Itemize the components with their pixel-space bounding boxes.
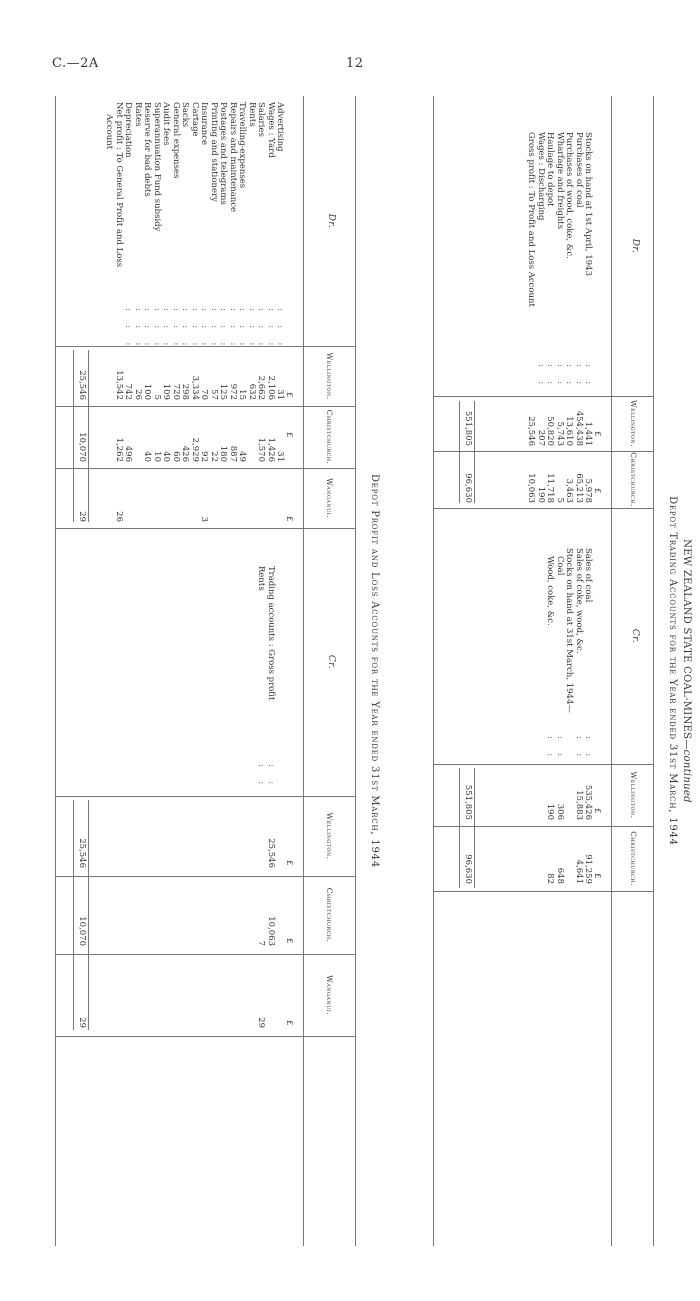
- leader-dots: : :: [545, 736, 556, 760]
- rotated-tables-frame: [52, 96, 692, 1246]
- trading-cr-christchurch: 4,641: [574, 859, 584, 884]
- document-title-continued: continued: [681, 749, 692, 803]
- leader-dots: : : :: [218, 308, 229, 349]
- pl-dr-label: Cartage: [190, 102, 200, 137]
- pl-dr-label: Net profit : To General Profit and Loss: [114, 102, 124, 268]
- trading-dr-label: Purchases of coal: [574, 132, 584, 208]
- trading-cr-wellington: 190: [545, 803, 556, 820]
- pl-dr-christchurch: 1,426: [266, 437, 276, 462]
- trading-cr-label: Stocks on hand at 31st March, 1944—: [564, 548, 575, 713]
- pl-dr-label: Printing and stationery: [209, 102, 219, 202]
- leader-dots: : :: [583, 364, 594, 388]
- trading-accounts-title: Depot Trading Accounts for the Year ended 31st March, 1944: [667, 496, 678, 846]
- trading-dr-wellington: 5,743: [555, 421, 565, 446]
- pl-dr-wellington: 125: [218, 383, 229, 400]
- pl-dr-christchurch: 10: [152, 451, 162, 462]
- col-header-christchurch: Christchurch.: [325, 887, 334, 943]
- column-divider: [56, 1036, 356, 1037]
- table-bottom-rule: [433, 96, 434, 1246]
- pl-dr-christchurch: 40: [142, 451, 153, 462]
- leader-dots: : :: [256, 764, 267, 788]
- col-header-wellington: Wellington.: [629, 771, 638, 819]
- trading-dr-wellington: 207: [536, 429, 546, 446]
- pl-dr-wanganui: 26: [114, 511, 124, 522]
- dr-header: Dr.: [630, 238, 640, 254]
- pl-dr-christchurch: 180: [218, 445, 229, 462]
- trading-cr-label: Sales of coal: [583, 548, 594, 603]
- pl-dr-christchurch: 1,570: [256, 437, 267, 462]
- dr-header: Dr.: [326, 213, 336, 229]
- leader-dots: : : :: [161, 308, 172, 349]
- pl-dr-wellington: 5: [152, 394, 162, 400]
- leader-dots: : :: [564, 364, 575, 388]
- trading-dr-label: Stocks on hand at 1st April, 1943: [583, 132, 594, 276]
- col-header-wellington: Wellington.: [325, 352, 334, 400]
- trading-cr-wellington: 535,426: [583, 784, 594, 820]
- pl-dr-christchurch: 2,929: [190, 437, 200, 462]
- pl-cr-total-christchurch: 10,070: [77, 916, 87, 946]
- col-header-wanganui: Wanganui.: [325, 478, 334, 518]
- pl-dr-wellington: 100: [142, 383, 153, 400]
- leader-dots: : : :: [180, 308, 191, 349]
- pl-dr-christchurch: 40: [161, 451, 172, 462]
- trading-cr-wellington: 306: [555, 803, 565, 820]
- trading-dr-christchurch: 11,718: [545, 473, 556, 503]
- pl-dr-total-wanganui: 29: [77, 511, 87, 522]
- leader-dots: : :: [545, 364, 556, 388]
- trading-dr-wellington: 25,546: [526, 416, 537, 446]
- pl-cr-total-wellington: 25,546: [77, 838, 87, 868]
- pl-dr-wellington: 742: [123, 383, 134, 400]
- pl-dr-wellington: 13,542: [114, 370, 124, 400]
- trading-dr-label: Gross profit : To Profit and Loss Account: [526, 132, 537, 307]
- trading-dr-christchurch: 10,063: [526, 473, 537, 503]
- pl-cr-christchurch: 10,063: [266, 916, 276, 946]
- trading-dr-christchurch: 5: [555, 497, 565, 503]
- pl-dr-label: Audit fees: [161, 102, 172, 146]
- leader-dots: : : :: [209, 308, 219, 349]
- cr-header: Cr.: [326, 654, 336, 670]
- leader-dots: : : :: [171, 308, 181, 349]
- leader-dots: : : :: [275, 308, 286, 349]
- column-divider: [56, 954, 356, 955]
- pound-sign: £: [284, 860, 294, 866]
- trading-dr-wellington: 454,438: [574, 410, 584, 446]
- pl-dr-label: Salaries: [256, 102, 267, 137]
- leader-dots: : :: [266, 764, 276, 788]
- pl-dr-label: Repairs and maintenance: [228, 102, 238, 213]
- trading-dr-label: Wharfage and freights: [555, 132, 565, 230]
- pl-dr-christchurch: 49: [237, 451, 248, 462]
- trading-cr-label: Wood, coke, &c.: [545, 556, 556, 626]
- pl-dr-christchurch: 22: [209, 451, 219, 462]
- trading-dr-christchurch: 65,213: [574, 473, 584, 503]
- trading-cr-christchurch: 648: [555, 867, 565, 884]
- leader-dots: : : :: [237, 308, 248, 349]
- leader-dots: : : :: [228, 308, 238, 349]
- trading-cr-christchurch: 91,259: [583, 854, 594, 884]
- pl-dr-wellington: 26: [133, 389, 143, 400]
- trading-dr-christchurch: 3,463: [564, 478, 575, 503]
- profit-loss-title: Depot Profit and Loss Accounts for the Year ended 31st March, 1944: [369, 473, 380, 869]
- trading-dr-wellington: 50,820: [545, 416, 556, 446]
- leader-dots: : :: [583, 736, 594, 760]
- page-number: 12: [346, 56, 364, 71]
- total-underline: [73, 800, 74, 1030]
- trading-dr-christchurch: 5,978: [583, 478, 594, 503]
- pound-sign: £: [592, 431, 602, 437]
- total-rule: [88, 800, 89, 1030]
- trading-dr-label: Haulage to depot: [545, 132, 556, 207]
- trading-cr-total-christchurch: 96,630: [463, 854, 473, 884]
- pl-cr-wellington: 25,546: [266, 838, 276, 868]
- trading-cr-total-wellington: 551,805: [463, 784, 473, 820]
- pl-dr-wellington: 70: [199, 389, 210, 400]
- pl-dr-christchurch: 92: [199, 451, 210, 462]
- trading-cr-wellington: 15,883: [574, 790, 584, 820]
- pl-dr-label: Depreciation: [123, 102, 134, 158]
- pl-dr-christchurch: 496: [123, 445, 134, 462]
- trading-cr-label: Sales of coke, wood, &c.: [574, 548, 584, 654]
- pl-dr-christchurch: 31: [275, 451, 286, 462]
- col-header-wanganui: Wanganui.: [325, 975, 334, 1015]
- pl-dr-wellington: 972: [228, 383, 238, 400]
- leader-dots: : : :: [190, 308, 200, 349]
- leader-dots: : : :: [133, 308, 143, 349]
- trading-dr-wellington: 13,610: [564, 416, 575, 446]
- pl-dr-label: Postages and telegrams: [218, 102, 229, 205]
- pl-dr-wellington: 720: [171, 383, 181, 400]
- pl-dr-christchurch: 426: [180, 445, 191, 462]
- leader-dots: : : :: [152, 308, 162, 349]
- trading-dr-total-christchurch: 96,630: [463, 473, 473, 503]
- col-header-christchurch: Christchurch.: [629, 831, 638, 886]
- col-header-christchurch: Christchurch.: [629, 452, 638, 507]
- total-rule: [88, 350, 89, 522]
- total-rule: [474, 401, 475, 503]
- trading-cr-christchurch: 82: [545, 873, 556, 884]
- header-bottom-rule: [303, 96, 304, 1246]
- pl-dr-label: Advertising: [275, 102, 286, 152]
- page-reference: C.—2A: [52, 56, 99, 71]
- leader-dots: : : :: [256, 308, 267, 349]
- trading-dr-christchurch: 190: [536, 486, 546, 503]
- pound-sign: £: [592, 808, 602, 814]
- column-divider: [56, 796, 356, 797]
- pl-dr-total-christchurch: 10,070: [77, 432, 87, 462]
- column-divider: [434, 891, 654, 892]
- leader-dots: : :: [555, 736, 565, 760]
- trading-dr-label: Purchases of wood, coke, &c.: [564, 132, 575, 259]
- header-bottom-rule: [611, 96, 612, 1246]
- trading-dr-total-wellington: 551,805: [463, 410, 473, 446]
- pl-dr-christchurch: 887: [228, 445, 238, 462]
- pl-dr-wellington: 2,106: [266, 375, 276, 400]
- pound-sign: £: [284, 516, 294, 522]
- col-header-christchurch: Christchurch.: [325, 409, 334, 465]
- pl-dr-label: General expenses: [171, 102, 181, 179]
- pl-dr-label: Insurance: [199, 102, 210, 146]
- column-divider: [56, 528, 356, 529]
- pl-cr-christchurch: 7: [256, 940, 267, 946]
- leader-dots: : : :: [266, 308, 276, 349]
- leader-dots: : :: [555, 364, 565, 388]
- pl-dr-wellington: 15: [237, 389, 248, 400]
- pl-dr-wanganui: 3: [199, 516, 210, 522]
- leader-dots: : : :: [199, 308, 210, 349]
- pl-dr-label: Travelling-expenses: [237, 102, 248, 189]
- pl-dr-label: Account: [104, 114, 115, 150]
- pl-dr-wellington: 57: [209, 389, 219, 400]
- document-title-main: NEW ZEALAND STATE COAL-MINES—: [681, 539, 692, 750]
- pl-dr-label: Sacks: [180, 102, 191, 128]
- pl-dr-wellington: 2,662: [256, 375, 267, 400]
- pound-sign: £: [284, 938, 294, 944]
- total-underline: [73, 350, 74, 522]
- total-underline: [459, 401, 460, 503]
- leader-dots: : : :: [142, 308, 153, 349]
- leader-dots: : : :: [247, 308, 257, 349]
- leader-dots: : :: [536, 364, 546, 388]
- pl-cr-label: Rents: [256, 566, 267, 591]
- trading-cr-label: Coal: [555, 556, 565, 576]
- cr-header: Cr.: [630, 628, 640, 644]
- document-title: [681, 96, 692, 1246]
- pl-dr-label: Reserve for bad debts: [142, 102, 153, 197]
- col-header-wellington: Wellington.: [629, 400, 638, 447]
- pl-dr-christchurch: 60: [171, 451, 181, 462]
- pound-sign: £: [284, 392, 294, 398]
- table-top-rule: [653, 96, 654, 1246]
- pl-dr-label: Rents: [247, 102, 257, 127]
- pl-dr-wellington: 109: [161, 383, 172, 400]
- pl-dr-wellington: 31: [275, 389, 286, 400]
- pl-cr-label: Trading accounts : Gross profit: [266, 566, 276, 701]
- column-divider: [56, 876, 356, 877]
- pound-sign: £: [592, 873, 602, 879]
- pl-dr-christchurch: 1,262: [114, 437, 124, 462]
- leader-dots: : : :: [123, 308, 134, 349]
- trading-dr-label: Wages : Discharging: [536, 132, 546, 221]
- col-header-wellington: Wellington.: [325, 812, 334, 860]
- pl-dr-wellington: 298: [180, 383, 191, 400]
- pl-cr-wanganui: 29: [256, 1017, 267, 1028]
- pl-cr-total-wanganui: 29: [77, 1017, 87, 1028]
- leader-dots: : :: [574, 364, 584, 388]
- pl-dr-wellington: 3,334: [190, 375, 200, 400]
- trading-dr-wellington: 1,441: [583, 421, 594, 446]
- total-rule: [474, 768, 475, 888]
- pound-sign: £: [284, 1020, 294, 1026]
- total-underline: [459, 768, 460, 888]
- leader-dots: : :: [574, 736, 584, 760]
- pl-dr-label: Wages : Yard: [266, 102, 276, 158]
- pound-sign: £: [592, 488, 602, 494]
- pl-dr-label: Superannuation Fund subsidy: [152, 102, 162, 232]
- pl-dr-total-wellington: 25,546: [77, 370, 87, 400]
- table-top-rule: [355, 96, 356, 1246]
- pound-sign: £: [284, 432, 294, 438]
- table-bottom-rule: [55, 96, 56, 1246]
- pl-dr-wellington: 632: [247, 383, 257, 400]
- column-divider: [434, 508, 654, 509]
- pl-dr-label: Rates: [133, 102, 143, 127]
